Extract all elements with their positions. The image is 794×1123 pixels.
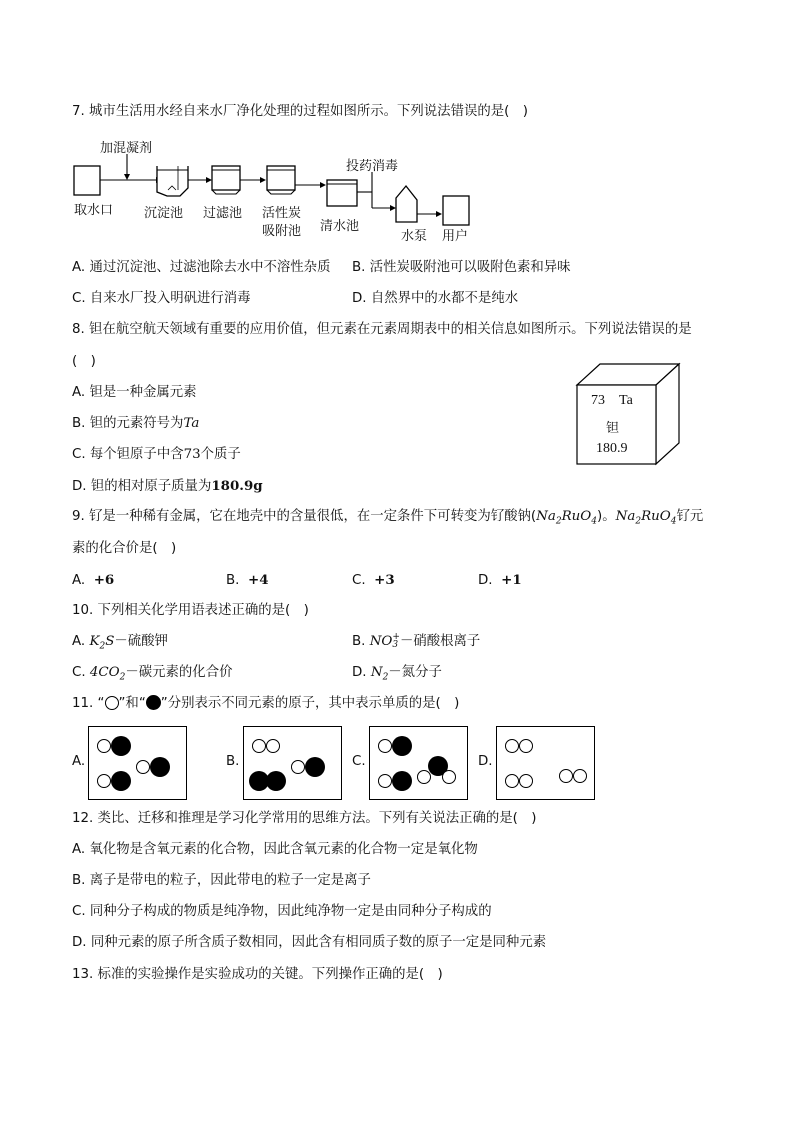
- q7-option-b: B. 活性炭吸附池可以吸附色素和异味: [352, 260, 571, 275]
- q11-box-a: [88, 726, 187, 800]
- q8-option-c: C. 每个钽原子中含73个质子: [72, 447, 241, 462]
- q12-option-a: A. 氧化物是含氧元素的化合物，因此含氧元素的化合物一定是氧化物: [72, 842, 478, 857]
- white-atom-icon: [105, 696, 119, 710]
- q7-stem: 7. 城市生活用水经自来水厂净化处理的过程如图所示。下列说法错误的是( ): [72, 104, 528, 119]
- clear-water-label: 清水池: [320, 219, 360, 234]
- q10-option-b: B. NO + 3 －硝酸根离子: [352, 632, 481, 650]
- sedimentation-label: 沉淀池: [144, 206, 184, 221]
- q9-stem: 9. 钌是一种稀有金属，它在地壳中的含量很低，在一定条件下可转变为钌酸钠$(Na_2RuO_4)$。$Na_2RuO_4$钌元: [72, 509, 704, 527]
- q11-label-a: A.: [72, 754, 86, 769]
- atomic-number: 73: [591, 393, 605, 408]
- intake-box: [74, 166, 100, 195]
- q10-option-c: C. $4CO_2-$碳元素的化合价: [72, 665, 233, 683]
- q8-option-d: D. 钽的相对原子质量为180.9g: [72, 478, 263, 494]
- filter-label: 过滤池: [203, 206, 243, 221]
- carbon-label-1: 活性炭: [262, 206, 302, 221]
- atomic-mass: 180.9: [596, 441, 628, 456]
- element-name: 钽: [606, 421, 620, 436]
- carbon-label-2: 吸附池: [262, 224, 302, 239]
- q9-option-b: B. +4: [226, 572, 269, 588]
- q7-option-c: C. 自来水厂投入明矾进行消毒: [72, 291, 251, 306]
- q9-option-a: A. +6: [72, 572, 115, 588]
- q8-option-a: A. 钽是一种金属元素: [72, 385, 197, 400]
- q12-option-b: B. 离子是带电的粒子，因此带电的粒子一定是离子: [72, 873, 371, 888]
- q7-option-d: D. 自然界中的水都不是纯水: [352, 291, 519, 306]
- intake-label: 取水口: [74, 203, 114, 218]
- q12-option-c: C. 同种分子构成的物质是纯净物，因此纯净物一定是由同种分子构成的: [72, 904, 492, 919]
- q10-option-a: A. $K_2S-$硫酸钾: [72, 634, 168, 652]
- q9-option-d: D. +1: [478, 572, 522, 588]
- q11-box-c: [369, 726, 468, 800]
- q13-stem: 13. 标准的实验操作是实验成功的关键。下列操作正确的是( ): [72, 967, 443, 982]
- q9-stem-line2: 素的化合价是( ): [72, 541, 177, 556]
- disinfect-label: 投药消毒: [346, 159, 399, 174]
- q11-label-b: B.: [226, 754, 240, 769]
- q8-stem-paren: ( ): [72, 354, 96, 369]
- q8-option-b: B. 钽的元素符号为Ta: [72, 416, 200, 431]
- q11-box-b: [243, 726, 342, 800]
- q12-option-d: D. 同种元素的原子所含质子数相同，因此含有相同质子数的原子一定是同种元素: [72, 935, 547, 950]
- q11-label-d: D.: [478, 754, 493, 769]
- q11-stem: 11. “ ”和“ ”分别表示不同元素的原子，其中表示单质的是( ): [72, 696, 460, 711]
- q10-stem: 10. 下列相关化学用语表述正确的是( ): [72, 603, 309, 618]
- q8-stem: 8. 钽在航空航天领域有重要的应用价值，但元素在元素周期表中的相关信息如图所示。下列说法错误的是: [72, 322, 692, 337]
- q12-stem: 12. 类比、迁移和推理是学习化学常用的思维方法。下列有关说法正确的是( ): [72, 811, 537, 826]
- coagulant-label: 加混凝剂: [100, 141, 153, 156]
- q11-box-d: [496, 726, 595, 800]
- pump-label: 水泵: [401, 229, 428, 244]
- q11-label-c: C.: [352, 754, 366, 769]
- q7-option-a: A. 通过沉淀池、过滤池除去水中不溶性杂质: [72, 260, 331, 275]
- black-atom-icon: [146, 695, 161, 710]
- element-symbol: Ta: [619, 393, 633, 408]
- q10-option-d: D. $N_2-$氮分子: [352, 665, 442, 683]
- user-label: 用户: [442, 229, 469, 244]
- q9-option-c: C. +3: [352, 572, 395, 588]
